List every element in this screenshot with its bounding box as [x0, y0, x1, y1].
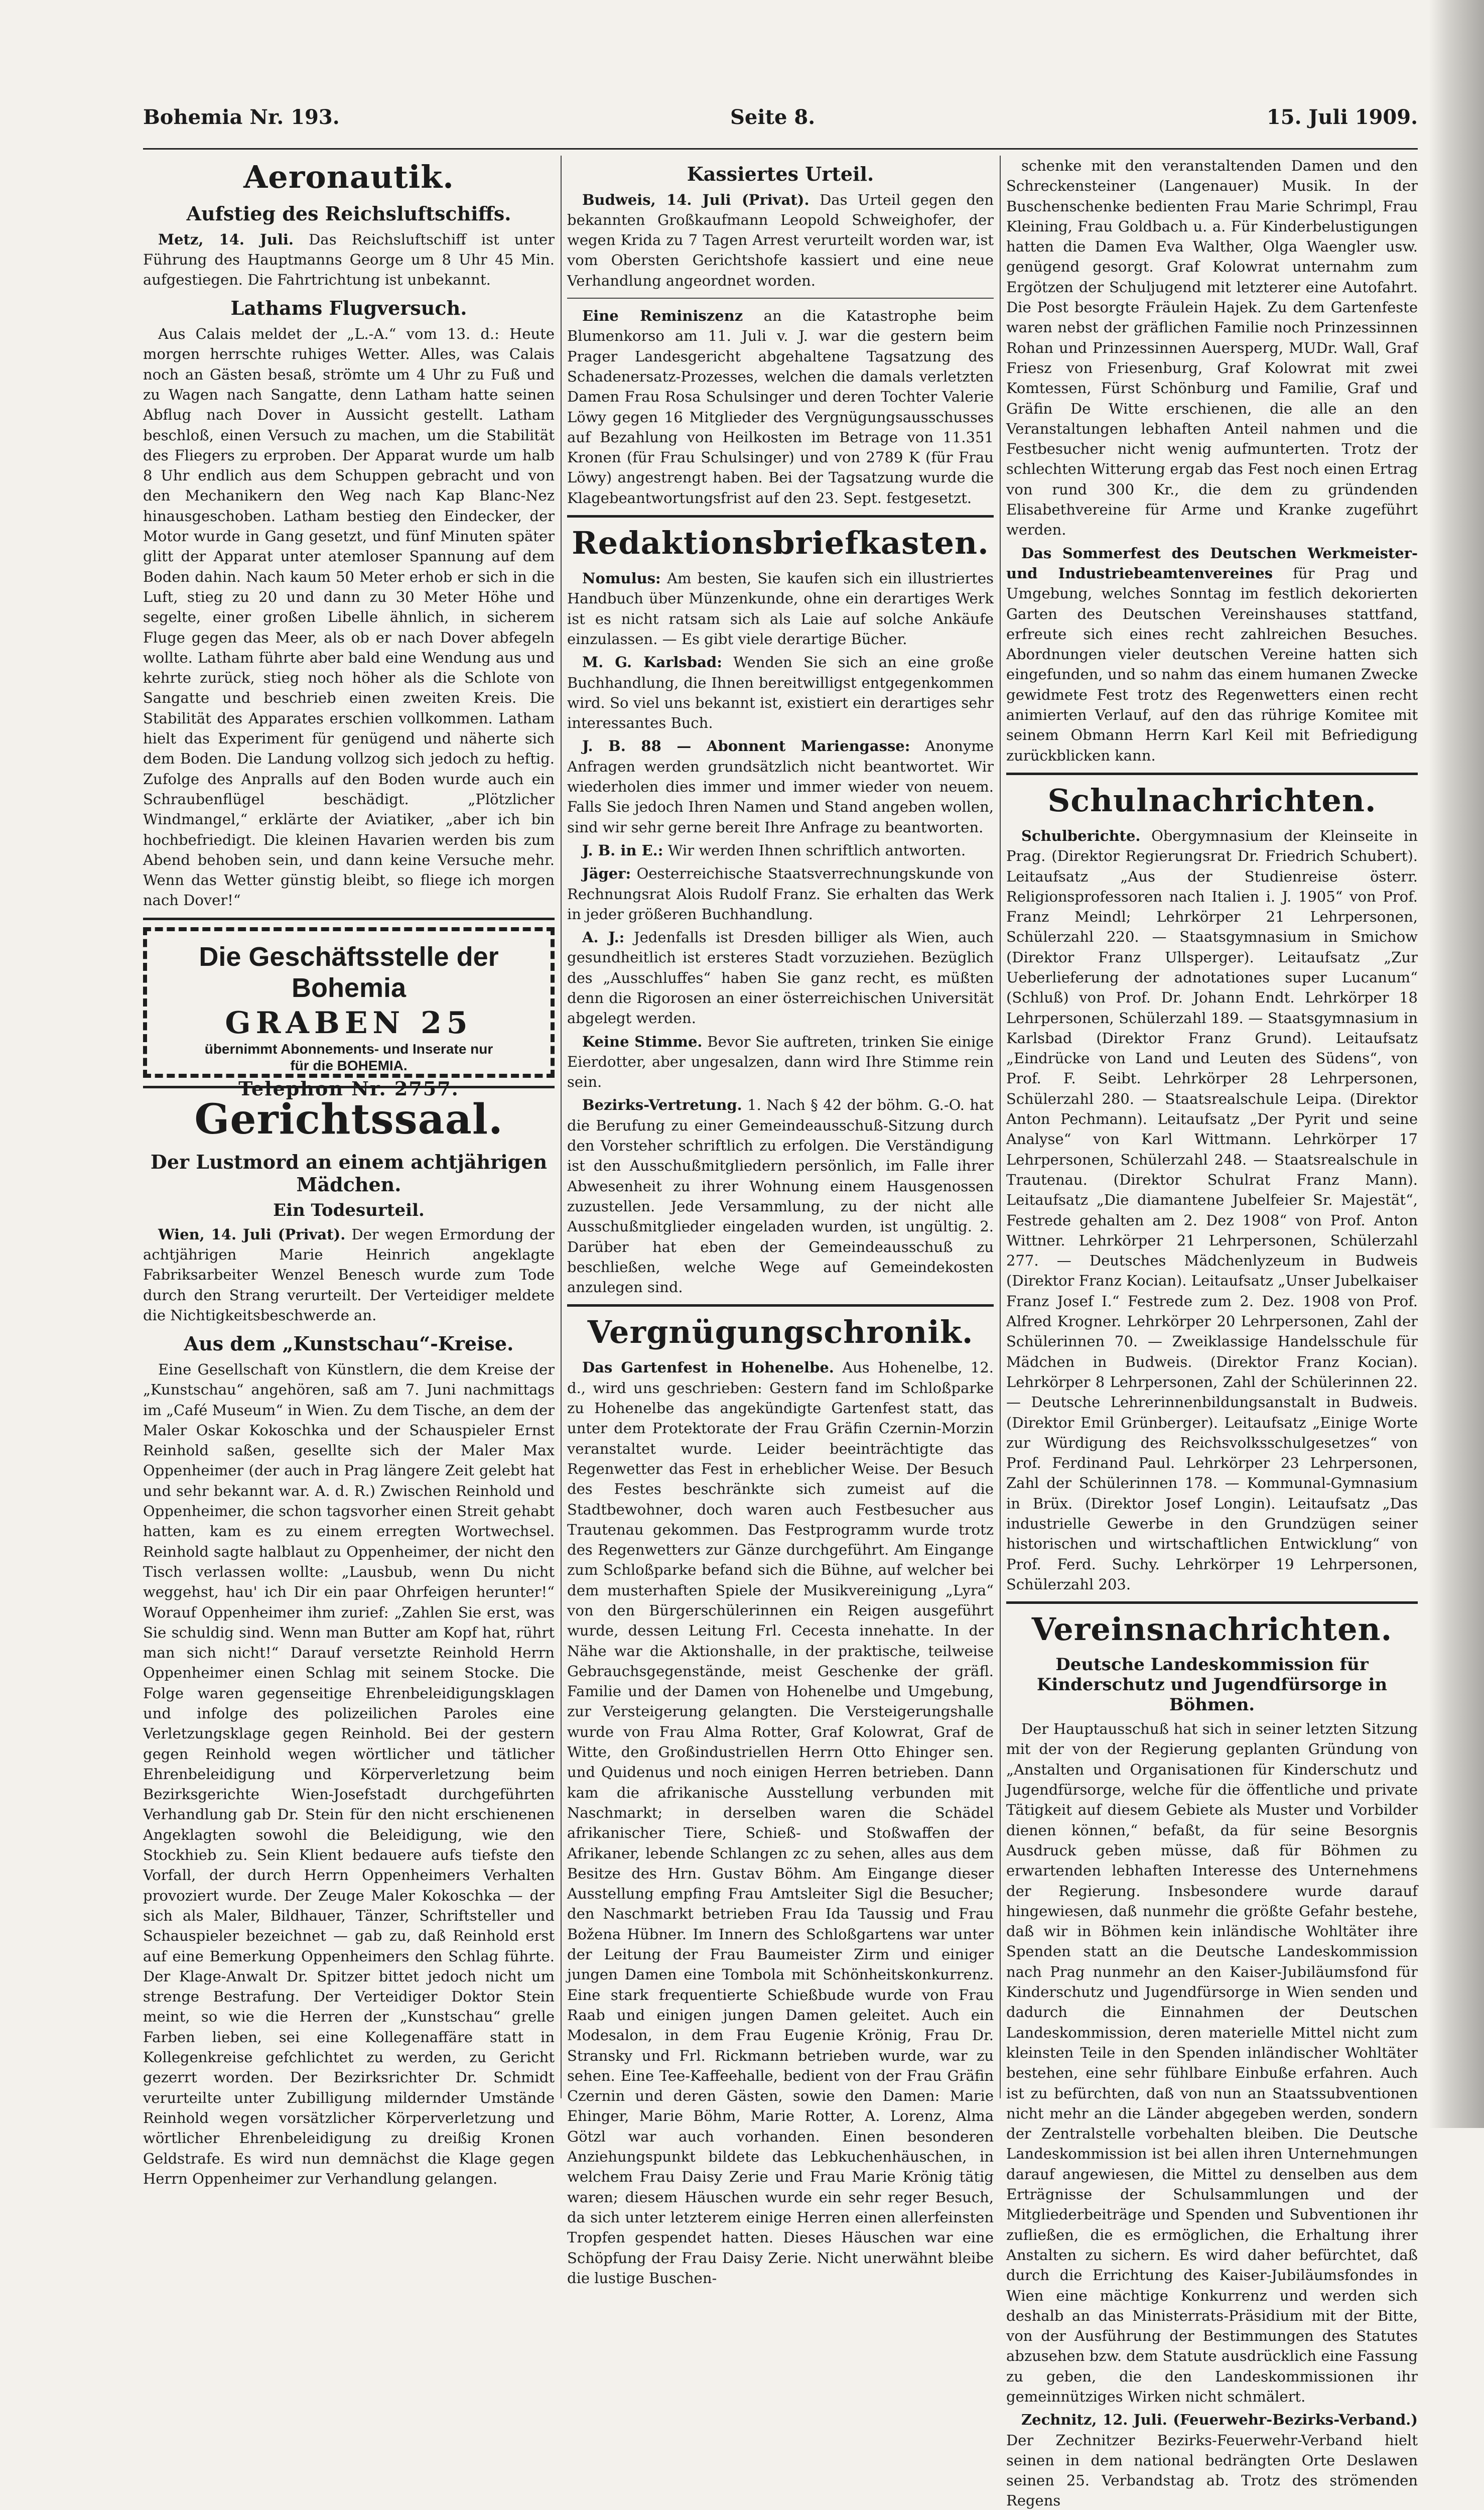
- letter-text: Wenden Sie sich an eine große Buchhandlung, die Ihnen bereitwilligst entgegenkommen wird. So viel uns bekannt ist, existiert ein derartiges sehr interessantes Buch.: [567, 654, 994, 732]
- ad-line: für die BOHEMIA.: [290, 1058, 408, 1074]
- dateline: Budweis, 14. Juli (Privat).: [582, 191, 810, 208]
- article-title-reichsluftschiff: Aufstieg des Reichsluftschiffs.: [186, 202, 511, 225]
- article-text: Der wegen Ermordung der achtjährigen Marie Heinrich angeklagte Fabriksarbeiter Wenzel Benesch wurde zum Tode durch den Strang verurteilt. Der Verteidiger meldete die Nichtigkeitsbeschwerde an.: [143, 1225, 555, 1324]
- page-number: Seite 8.: [730, 105, 816, 129]
- article-body-kassiertes-urteil: [567, 190, 994, 291]
- letter-entry: [567, 568, 994, 649]
- article-title-latham: Lathams Flugversuch.: [230, 297, 467, 320]
- article-text: Der Zechnitzer Bezirks-Feuerwehr-Verband hielt seinen in dem national bedrängten Orte Deslawen seinen 25. Verbandstag ab. Trotz des strömenden Regens: [1006, 2431, 1418, 2509]
- letter-entry: [567, 927, 994, 1028]
- article-text: Aus Hohenelbe, 12. d., wird uns geschrieben: Gestern fand im Schloßparke zu Hohenelbe das angekündigte Gartenfest statt, das unter dem Protektorate der Frau Gräfin Czernin-Morzin veranstaltet wurde. Leider beeinträchtigte das Regenwetter das Fest in erheblicher Weise. Der Besuch des Festes beschränkte sich zumeist auf die Stadtbewohner, doch waren auch Festbesucher aus Trautenau gekommen. Das Festprogramm wurde trotz des Regenwetters zur Gänze durchgeführt. Am Eingange zum Schloßparke befand sich die Bühne, auf welcher bei dem musterhaften Spiele der Musikvereinigung „Lyra“ von den Bürgerschülerinnen ein Reigen ausgeführt wurde, dessen Leitung Frl. Cecesta innehatte. In der Nähe war die Aktionshalle, in der praktische, teilweise Gebrauchsgegenstände, meist Geschenke der gräfl. Familie und der Damen von Hohenelbe und Umgebung, zur Versteigerung gelangten. Die Versteigerungshalle wurde von Frau Alma Rotter, Graf Kolowrat, Graf de Witte, den Großindustriellen Herrn Otto Ehinger sen. und Quidenus und noch einigen Herren betrieben. Dann kam die afrikanische Ausstellung verbunden mit Naschmarkt; in derselben waren die Schädel afrikanischer Tiere, Schieß- und Stoßwaffen der Afrikaner, lebende Schlangen zc zu sehen, alles aus dem Besitze des Hrn. Gustav Böhm. Am Eingange dieser Ausstellung empfing Frau Amtsleiter Sigl die Besucher; den Naschmarkt betrieben Frau Ida Taussig und Frau Božena Hübner. Im Innern des Schloßgartens war unter der Leitung der Frau Baumeister Zirm und einiger jungen Damen eine Tombola mit Schönheitskonkurrenz. Eine stark frequentierte Schießbude wurde von Frau Raab und einigen jungen Damen geleitet. Auch ein Modesalon, in dem Frau Eugenie Krönig, Frau Dr. Stransky und Frl. Rickmann betrieben wurde, war zu sehen. Eine Tee-Kaffeehalle, bedient von der Frau Gräfin Czernin und deren Gästen, sowie den Damen: Marie Ehinger, Marie Böhm, Marie Rotter, A. Lorenz, Alma Götzl war auch vorhanden. Einen besonderen Anziehungspunkt bildete das Lebkuchenhäuschen, in welchem Frau Daisy Zerie und Frau Marie Krönig tätig waren; diesem Häuschen wurde ein sehr reger Besuch, da sich unter letzterem einige Herren einen allerfeinsten Tropfen gespendet hatten. Dieses Häuschen war eine Schöpfung der Frau Daisy Zerie. Nicht unerwähnt bleibe die lustige Buschen-: [567, 1359, 994, 2287]
- section-title-schulnachrichten: Schulnachrichten.: [1047, 782, 1377, 819]
- divider: [143, 918, 555, 920]
- article-lead: Eine Reminiszenz: [582, 307, 743, 325]
- divider: [567, 515, 994, 518]
- dateline: Wien, 14. Juli (Privat).: [158, 1225, 346, 1243]
- divider: [567, 298, 994, 299]
- article-title-landeskommission: Deutsche Landeskommission für Kinderschutz und Jugendfürsorge in Böhmen.: [1036, 1655, 1388, 1715]
- letter-entry: [567, 840, 994, 860]
- section-title-gerichtssaal: Gerichtssaal.: [194, 1095, 503, 1144]
- ad-line: übernimmt Abonnements- und Inserate nur: [204, 1041, 493, 1057]
- divider: [567, 1304, 994, 1307]
- article-body-gartenfest-continued: schenke mit den veranstaltenden Damen und den Schreckensteiner (Langenauer) Musik. In der Buschenschenke bedienten Frau Marie Schrimpl, Frau Kleining, Frau Goldbach u. a. Für Kinderbelustigungen hatten die Damen Eva Walther, Olga Waengler usw. genügend gesorgt. Graf Kolowrat unternahm zum Ergötzen der Schuljugend mit letzterer eine Autofahrt. Die Post besorgte Fräulein Hajek. Zu dem Gartenfeste waren nebst der gräflichen Familie noch Prinzessinnen Rohan und Prinzessinnen Auersperg, MUDr. Wall, Graf Friesz von Friesenburg, Graf Kolowrat mit zwei Komtessen, Fürst Schönburg und Familie, Graf und Gräfin De Witte erschienen, die alle an den Veranstaltungen lebhaften Anteil nahmen und die Festbesucher nicht wenig aufmunterten. Trotz der schlechten Witterung ergab das Fest noch einen Ertrag von rund 300 Kr., die dem zu gründenden Elisabethvereine für Arme und Kranke zugeführt werden.: [1006, 157, 1418, 539]
- letter-entry: [567, 863, 994, 924]
- issue-number: Bohemia Nr. 193.: [143, 105, 340, 129]
- article-text: an die Katastrophe beim Blumenkorso am 11. Juli v. J. war die gestern beim Prager Landesgericht abgehaltene Tagsatzung des Schadenersatz-Prozesses, welchen die damals verletzten Damen Frau Rosa Schulsinger und deren Tochter Valerie Löwy gegen 16 Mitglieder des Vergnügungsausschusses auf Bezahlung von Heilkosten im Betrage von 11.351 Kronen (für Frau Schulsinger) und von 2789 K (für Frau Löwy) angestrengt haben. Bei der Tagsatzung wurde die Klagebeantwortungsfrist auf den 23. Sept. festgesetzt.: [567, 307, 994, 507]
- article-lead: Das Gartenfest in Hohenelbe.: [582, 1359, 834, 1376]
- letter-text: Oesterreichische Staatsverrechnungskunde von Rechnungsrat Alois Rudolf Franz. Sie erhalten das Werk in jeder größeren Buchhandlung.: [567, 865, 994, 923]
- header-rule: [143, 148, 1418, 150]
- article-body-schulberichte: [1006, 826, 1418, 1594]
- article-text: Das Reichsluftschiff ist unter Führung des Hauptmanns George um 8 Uhr 45 Min. aufgestiegen. Die Fahrtrichtung ist unbekannt.: [143, 230, 555, 289]
- article-body-gartenfest: [567, 1357, 994, 2288]
- letter-text: 1. Nach § 42 der böhm. G.-O. hat die Berufung zu einer Gemeindeausschuß-Sitzung durch den Vorsteher schriftlich zu erfolgen. Die Verständigung ist den Ausschußmitgliedern persönlich, im Falle ihrer Abwesenheit zu ihrer Wohnung einem Hausgenossen zuzustellen. Jede Versammlung, zu der nicht alle Ausschußmitglieder eingeladen wurden, ist ungültig. 2. Darüber hat eben der Gemeindeausschuß zu beschließen, welche Wege auf Gemeindekosten anzulegen sind.: [567, 1096, 994, 1296]
- ad-phone: Telephon Nr. 2757.: [238, 1077, 459, 1100]
- ad-street: GRABEN 25: [225, 1005, 473, 1041]
- column-3: [1006, 156, 1418, 2509]
- letter-recipient: M. G. Karlsbad:: [582, 654, 722, 671]
- section-title-aeronautik: Aeronautik.: [243, 159, 454, 195]
- section-title-vergnuegungschronik: Vergnügungschronik.: [587, 1314, 974, 1351]
- article-lead: Das Sommerfest des Deutschen Werkmeister- und Industriebeamtenvereines: [1006, 544, 1418, 582]
- column-2: [567, 156, 994, 2287]
- article-body-zechnitz: [1006, 2410, 1418, 2510]
- article-body-landeskommission: Der Hauptausschuß hat sich in seiner letzten Sitzung mit der von der Regierung geplanten Gründung von „Anstalten und Organisationen für Kinderschutz und Jugendfürsorge, welche für die öffentliche und private Tätigkeit auf diesem Gebiete als Muster und Vorbilder dienen können,“ befaßt, da für seine Besorgnis Ausdruck geben müsse, daß für Böhmen zu erwartenden lebhaften Interesse des Unternehmens der Regierung. Insbesondere wurde darauf hingewiesen, daß nunmehr die größte Gefahr bestehe, daß wir in Böhmen kein inländische Wohltäter ihre Spenden statt an die Deutsche Landeskommission nach Prag nunmehr an den Kaiser-Jubiläumsfond für Kinderschutz und Jugendfürsorge in Wien senden und dadurch die Einnahmen der Deutschen Landeskommission, deren materielle Mittel nicht zum kleinsten Teile in den Spenden inländischer Wohltäter bestehen, eine sehr fühlbare Einbuße erfahren. Auch ist zu befürchten, daß von nun an Staatssubventionen nicht mehr an die Länder abgegeben werden, sondern der Zentralstelle vorbehalten bleiben. Die Deutsche Landeskommission ist bei allen ihren Unternehmungen darauf angewiesen, die Mittel zu denselben aus dem Erträgnisse der Schulsammlungen und der Mitgliederbeiträge und Spenden und Subventionen ihr zufließen, die es ermöglichen, die Erhaltung ihrer Anstalten zu sichern. Es wird daher befürchtet, daß durch die Errichtung des Kaiser-Jubiläumsfondes in Wien eine mächtige Konkurrenz und werden sich deshalb an das Ministerrats-Präsidium mit der Bitte, von der Ausführung der Bestimmungen des Statutes abzusehen bzw. dem Statute ausdrücklich eine Fassung zu geben, die den Landeskommissionen ihr gemeinnütziges Wirken nicht schmälert.: [1006, 1720, 1418, 2405]
- column-rule-1: [561, 156, 562, 2098]
- dateline: Metz, 14. Juli.: [158, 230, 294, 248]
- letter-recipient: Keine Stimme.: [582, 1033, 703, 1050]
- letter-recipient: J. B. 88 — Abonnent Mariengasse:: [582, 737, 910, 755]
- article-body-reminiszenz: [567, 306, 994, 508]
- letter-recipient: Nomulus:: [582, 570, 661, 587]
- letter-recipient: A. J.:: [582, 929, 625, 946]
- article-text: für Prag und Umgebung, welches Sonntag im festlich dekorierten Garten des Deutschen Vereinshauses stattfand, erfreute sich eines recht zahlreichen Besuches. Abordnungen vieler deutschen Vereine hatten sich eingefunden, und so nahm das einem humanen Zwecke gewidmete Fest trotz des Regenwetters einen recht animierten Verlauf, auf den das rührige Komitee mit seinem Obmann Herrn Karl Keil mit Befriedigung zurückblicken kann.: [1006, 564, 1418, 764]
- article-text: Obergymnasium der Kleinseite in Prag. (Direktor Regierungsrat Dr. Friedrich Schubert). Leitaufsatz „Aus der Studienreise österr. Religionsprofessoren nach Italien i. J. 1905“ von Prof. Franz Meindl; Lehrkörper 21 Lehrpersonen, Schülerzahl 220. — Staatsgymnasium in Smichow (Direktor Franz Ullsperger). Leitaufsatz „Zur Ueberlieferung der adnotationes super Lucanum“ (Schluß) von Prof. Dr. Johann Endt. Lehrkörper 18 Lehrpersonen, Schülerzahl 189. — Staatsgymnasium in Karlsbad (Direktor Franz Grund). Leitaufsatz „Eindrücke von Land und Leuten des Südens“, von Prof. F. Seibt. Lehrkörper 28 Lehrpersonen, Schülerzahl 280. — Staatsrealschule Leipa. (Direktor Anton Pechmann). Leitaufsatz „Der Pyrit und seine Analyse“ von Karl Wittmann. Lehrkörper 17 Lehrpersonen, Schülerzahl 248. — Staatsrealschule in Trautenau. (Direktor Schulrat Franz Mann). Leitaufsatz „Die diamantene Jubelfeier Sr. Majestät“, Festrede gehalten am 2. Dez 1908“ von Prof. Anton Wittner. Lehrkörper 21 Lehrpersonen, Schülerzahl 277. — Deutsches Mädchenlyzeum in Budweis (Direktor Franz Kocian). Leitaufsatz „Unser Jubelkaiser Franz Josef I.“ Festrede zum 2. Dez. 1908 von Prof. Alfred Krogner. Lehrkörper 20 Lehrpersonen, Zahl der Schülerinnen 70. — Zweiklassige Handelsschule für Mädchen in Budweis. (Direktor Franz Kocian). Lehrkörper 8 Lehrpersonen, Zahl der Schülerinnen 22. — Deutsche Lehrerinnenbildungsanstalt in Budweis. (Direktor Emil Grünberger). Leitaufsatz „Einige Worte zur Würdigung des Reichsvolksschulgesetzes“ von Prof. Ferdinand Paul. Lehrkörper 23 Lehrpersonen, Zahl der Schülerinnen 178. — Kommunal-Gymnasium in Brüx. (Direktor Josef Longin). Leitaufsatz „Das industrielle Gewerbe in den Grundzügen seiner historischen und wirtschaftlichen Entwicklung“ von Prof. Ferd. Suchy. Lehrkörper 19 Lehrpersonen, Schülerzahl 203.: [1006, 827, 1418, 1593]
- section-title-redaktionsbriefkasten: Redaktionsbriefkasten.: [572, 525, 989, 562]
- scan-edge: [1429, 0, 1484, 2128]
- letter-entry: [567, 1095, 994, 1297]
- column-rule-2: [1000, 156, 1001, 2098]
- letter-text: Anonyme Anfragen werden grundsätzlich nicht beantwortet. Wir wiederholen dies immer und immer wieder von neuem. Falls Sie jedoch Ihren Namen und Stand angeben wollen, sind wir sehr gerne bereit Ihre Anfrage zu beantworten.: [567, 737, 994, 836]
- letter-entry: [567, 652, 994, 733]
- letter-text: Bevor Sie auftreten, trinken Sie einige Eierdotter, aber ungesalzen, dann wird Ihre Stimme rein sein.: [567, 1033, 994, 1091]
- column-1: [143, 156, 555, 2187]
- article-body-sommerfest: [1006, 543, 1418, 766]
- letter-recipient: J. B. in E.:: [582, 841, 663, 859]
- divider: [1006, 1601, 1418, 1604]
- letter-entry: [567, 736, 994, 837]
- dateline: Zechnitz, 12. Juli. (Feuerwehr-Bezirks-Verband.): [1021, 2411, 1418, 2429]
- letter-text: Wir werden Ihnen schriftlich antworten.: [667, 841, 966, 859]
- article-body-kunstschau: Eine Gesellschaft von Künstlern, die dem Kreise der „Kunstschau“ angehören, saß am 7. Juni nachmittags im „Café Museum“ in Wien. Zu dem Tische, an dem der Maler Oskar Kokoschka und der Schauspieler Ernst Reinhold saßen, gesellte sich der Maler Max Oppenheimer (der auch in Prag längere Zeit gelebt hat und sehr bekannt war. A. d. R.) Zwischen Reinhold und Oppenheimer, die schon tagsvorher einen Streit gehabt hatten, kam es zu einem erregten Wortwechsel. Reinhold sagte halblaut zu Oppenheimer, der nicht den Tisch verlassen wollte: „Lausbub, wenn Du nicht weggehst, hau' ich Dir ein paar Ohrfeigen herunter!“ Worauf Oppenheimer ihm zurief: „Zahlen Sie erst, was Sie schuldig sind. Wenn man Butter am Kopf hat, rührt man sich nicht!“ Darauf versetzte Reinhold Herrn Oppenheimer einen Schlag mit seinem Stocke. Die Folge waren gegenseitige Ehrenbeleidigungsklagen und infolge des polizeilichen Paroles eine Verletzungsklage gegen Reinhold. Bei der gestern gegen Reinhold wegen wörtlicher und tätlicher Ehrenbeleidigung und Körperverletzung beim Bezirksgerichte Wien-Josefstadt durchgeführten Verhandlung gab Dr. Stein für den nicht erschienenen Angeklagten sowohl die Beleidigung, wie den Stockhieb zu. Sein Klient bedauere aufs tiefste den Vorfall, der durch Herrn Oppenheimers Verhalten provoziert wurde. Der Zeuge Maler Kokoschka — der sich als Maler, Bildhauer, Tänzer, Schriftsteller und Schauspieler bezeichnet — gab zu, daß Reinhold erst auf eine Bemerkung Oppenheimers den Schlag führte. Der Klage-Anwalt Dr. Spitzer bittet jedoch nicht um strenge Bestrafung. Der Verteidiger Doktor Stein meint, so wie die Herren der „Kunstschau“ grelle Farben lieben, sei eine Kollegenaffäre statt in Kollegenkreise gefchlichtet zu werden, zu Gericht gezerrt worden. Der Bezirksrichter Dr. Schmidt verurteilte unter Zubilligung mildernder Umstände Reinhold wegen vorsätzlicher Körperverletzung und wörtlicher Ehrenbeleidigung zu dreißig Kronen Geldstrafe. Es wird nun demnächst die Klage gegen Herrn Oppenheimer zur Verhandlung gelangen.: [143, 1360, 555, 2187]
- ad-title: Die Geschäftsstelle der Bohemia: [199, 941, 499, 1003]
- issue-date: 15. Juli 1909.: [1266, 105, 1418, 129]
- article-body-reichsluftschiff: [143, 229, 555, 290]
- article-lead: Schulberichte.: [1021, 827, 1141, 844]
- article-title-lustmord: Der Lustmord an einem achtjährigen Mädchen.: [150, 1150, 548, 1196]
- letter-recipient: Bezirks-Vertretung.: [582, 1096, 742, 1114]
- article-text: Das Urteil gegen den bekannten Großkaufmann Leopold Schweighofer, der wegen Krida zu 7 Tagen Arrest verurteilt worden war, ist vom Obersten Gerichtshofe kassiert und eine neue Verhandlung angeordnet worden.: [567, 191, 994, 289]
- newspaper-page: [113, 95, 1418, 2509]
- divider: [1006, 773, 1418, 775]
- article-subtitle: Ein Todesurteil.: [273, 1200, 425, 1220]
- letter-recipient: Jäger:: [582, 865, 631, 883]
- running-head: [113, 105, 1418, 141]
- article-body-latham: Aus Calais meldet der „L.-A.“ vom 13. d.: Heute morgen herrschte ruhiges Wetter. Alles, was Calais noch an Gästen besaß, strömte um 4 Uhr zu Fuß und zu Wagen nach Sangatte, denn Latham hatte seinen Abflug nach Dover in Aussicht gestellt. Latham beschloß, einen Versuch zu machen, um die Stabilität des Fliegers zu erproben. Der Apparat wurde um halb 8 Uhr endlich aus dem Schuppen gebracht und von den Mechanikern den Weg nach Kap Blanc-Nez hinausgeschoben. Latham bestieg den Eindecker, der Motor wurde in Gang gesetzt, und fünf Minuten später glitt der Apparat unter atemloser Spannung auf dem Boden dahin. Nach kaum 50 Meter erhob er sich in die Luft, stieg zu 20 und dann zu 30 Meter Höhe und segelte, einer großen Libelle ähnlich, in sicherem Fluge gegen das Meer, als ob er nach Dover abfegeln wollte. Latham führte aber bald eine Wendung aus und kehrte zurück, stieg noch höher als die Schlote von Sangatte und beschrieb einen zweiten Kreis. Die Stabilität des Apparates erschien vollkommen. Latham hielt das Experiment für genügend und näherte sich dem Boden. Die Landung vollzog sich jedoch zu heftig. Zufolge des Anpralls auf den Boden wurde auch ein Schraubenflügel beschädigt. „Plötzlicher Windmangel,“ erklärte der Aviatiker, „aber ich bin hochbefriedigt. Die kleinen Havarien werden bis zum Abend behoben sein, und dann keine Versuche mehr. Wenn das Wetter günstig bleibt, so fliege ich morgen nach Dover!“: [143, 325, 555, 909]
- section-title-vereinsnachrichten: Vereinsnachrichten.: [1031, 1611, 1393, 1648]
- article-body-lustmord: [143, 1224, 555, 1325]
- letter-entry: [567, 1032, 994, 1092]
- letter-text: Am besten, Sie kaufen sich ein illustriertes Handbuch über Münzenkunde, ohne ein derartiges Werk ist es nicht ratsam sich als Laie auf solche Ankäufe einzulassen. — Es gibt viele derartige Bücher.: [567, 570, 994, 648]
- advertisement-box: [143, 927, 555, 1100]
- article-title-kunstschau: Aus dem „Kunstschau“-Kreise.: [184, 1332, 514, 1355]
- letter-text: Jedenfalls ist Dresden billiger als Wien, auch gesundheitlich ist ersteres Stadt vorzuziehen. Bezüglich des „Ausschluffes“ haben Sie ganz recht, es müßten denn die Rigorosen an einer österreichischen Universität abgelegt werden.: [567, 929, 994, 1027]
- article-title-kassiertes-urteil: Kassiertes Urteil.: [687, 163, 874, 185]
